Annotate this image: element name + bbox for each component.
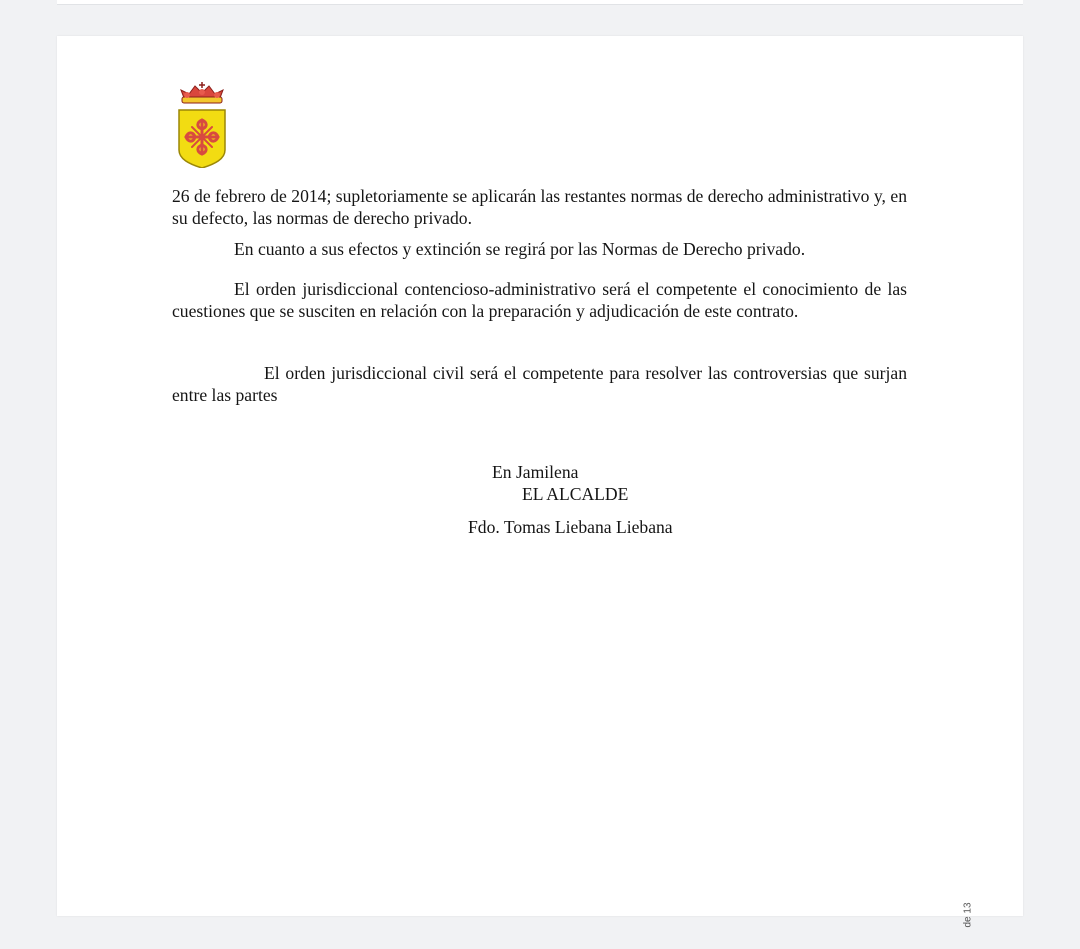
page-count-indicator [958, 889, 978, 949]
paragraph-effects-extinction: En cuanto a sus efectos y extinción se regirá por las Normas de Derecho privado. [234, 239, 806, 259]
page-count-text: de 13 [962, 902, 974, 928]
paragraph-legal-framework: 26 de febrero de 2014; supletoriamente se aplicarán las restantes normas de derecho administrativo y, en su defecto, las normas de derecho privado. [172, 186, 907, 228]
signature-name: Fdo. Tomas Liebana Liebana [468, 517, 673, 537]
paragraph-contentious-jurisdiction: El orden jurisdiccional contencioso-administrativo será el competente el conocimiento de las cuestiones que se susciten en relación con la preparación y adjudicación de este contrato. [172, 279, 907, 321]
signature-place: En Jamilena [492, 462, 579, 482]
previous-page-edge [57, 0, 1023, 5]
municipal-coat-of-arms-icon [172, 82, 232, 168]
paragraph-civil-jurisdiction: El orden jurisdiccional civil será el competente para resolver las controversias que surjan entre las partes [172, 363, 907, 405]
signature-title: EL ALCALDE [522, 484, 629, 504]
document-page [57, 36, 1023, 928]
